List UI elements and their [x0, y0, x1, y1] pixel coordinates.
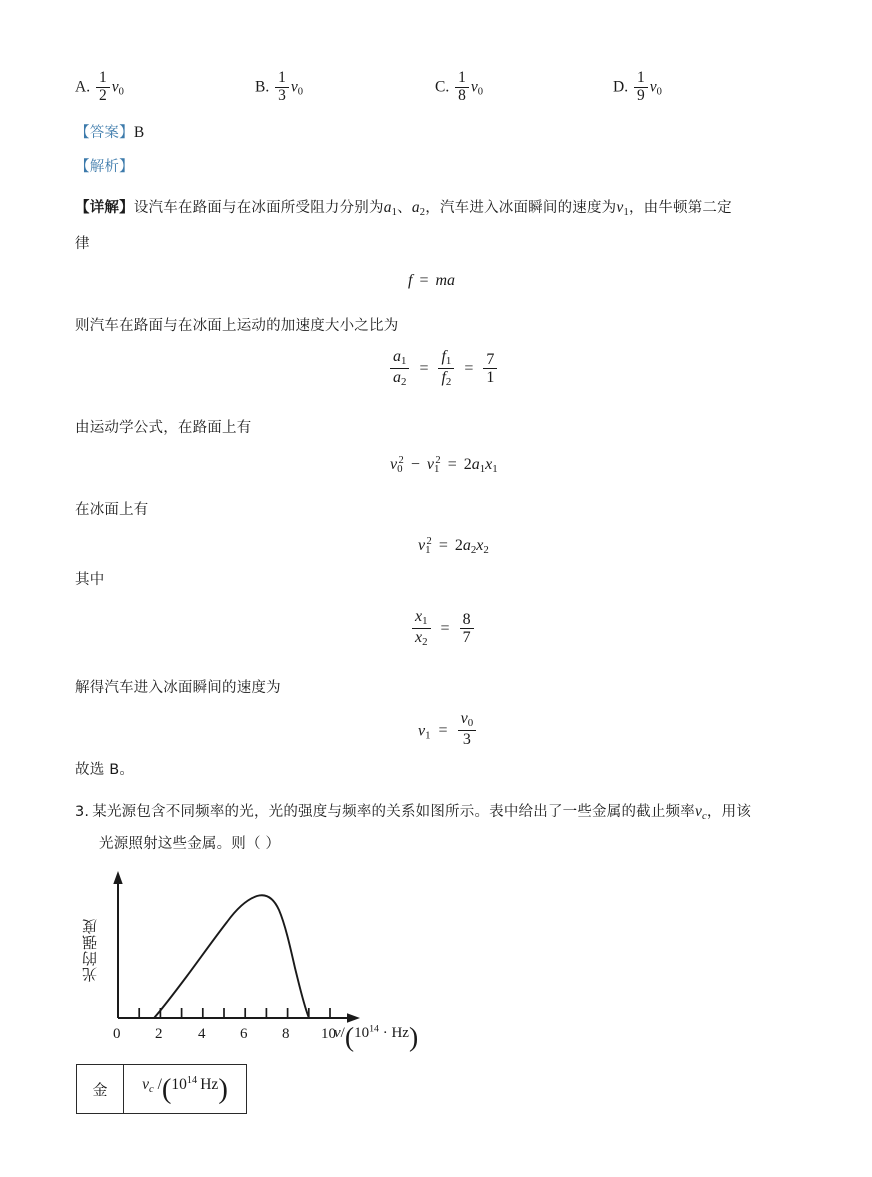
option-b-denominator: 3 [278, 86, 286, 104]
f-num-sub: 1 [445, 355, 452, 368]
eq-2: = [464, 360, 474, 378]
table-header-nu-c: $\nu_c$ $/(10^{14}$ Hz) [124, 1065, 247, 1114]
question3-text-1: 某光源包含不同频率的光，光的强度与频率的关系如图所示。表中给出了一些金属的截止频率 [92, 804, 695, 820]
x-tick-label-2: 2 [155, 1026, 163, 1042]
v1-sub: 1 [425, 729, 431, 742]
x-den-sub: 2 [422, 635, 428, 648]
option-d-variable: v [649, 78, 657, 96]
solution-line-3: 则汽车在路面与在冰面上运动的加速度大小之比为 [75, 318, 399, 334]
option-a-label: A. [75, 78, 91, 96]
answer-tag: 【答案】 [75, 125, 134, 141]
solution-line-7: 解得汽车进入冰面瞬间的速度为 [75, 680, 281, 696]
question3-text-1-end: ，用该 [706, 804, 752, 820]
option-a-fraction [96, 70, 110, 104]
option-a-numerator: 1 [96, 70, 110, 88]
option-c-variable: v [470, 78, 478, 96]
x-tick-label-10: 10 [321, 1026, 336, 1042]
chart-y-axis-label: 光的强度 [81, 918, 99, 982]
v0-symbol: v [460, 710, 468, 727]
option-d[interactable] [613, 70, 662, 104]
f-num: f [441, 348, 446, 365]
ratio-num: 7 [483, 351, 497, 369]
option-b-numerator: 1 [275, 70, 289, 88]
option-d-numerator: 1 [634, 70, 648, 88]
solution-line-4: 由运动学公式，在路面上有 [75, 420, 252, 436]
x-ratio-num: 8 [460, 611, 474, 629]
solution-text-1c: ，汽车进入冰面瞬间的速度为 [425, 200, 617, 216]
option-b-label: B. [255, 78, 270, 96]
f-den: f [441, 368, 446, 386]
formula-f: f [408, 272, 413, 289]
fraction-a1-a2 [390, 348, 409, 389]
a-num-sub: 1 [401, 355, 407, 368]
formula-newton-second-law [408, 272, 455, 290]
a-den: a [393, 368, 401, 386]
option-b-variable-sub: 0 [297, 86, 303, 98]
ratio-den: 1 [486, 368, 495, 386]
solution-text-1d: ，由牛顿第二定 [628, 200, 732, 216]
formula-road-kinematics: $v0^2 - v1^2 = 2a1x1$ [390, 455, 498, 475]
option-b-variable: v [290, 78, 298, 96]
question3-number: 3. [75, 804, 90, 820]
intensity-curve [154, 895, 309, 1018]
x-tick-label-4: 4 [198, 1026, 206, 1042]
v1-symbol: v [418, 722, 426, 740]
answer-value: B [133, 124, 145, 141]
table-header-metal: 金 [77, 1065, 124, 1114]
option-b[interactable] [255, 70, 303, 104]
chart-x-axis-label: $\nu/(10^{14} \cdot Hz)$ [334, 1022, 419, 1053]
formula-ice-kinematics: $v1^2 = 2a2x2$ [418, 536, 489, 556]
v1-denominator: 3 [462, 730, 471, 748]
table-nu-symbol: ν [142, 1075, 149, 1093]
x-tick-label-0: 0 [113, 1026, 121, 1042]
solution-line-2: 律 [75, 236, 90, 252]
solution-line-8: 故选 B。 [75, 762, 135, 778]
x-axis-ticks [139, 1008, 330, 1018]
solution-text-1a: 设汽车在路面与在冰面所受阻力分别为 [133, 200, 384, 216]
x-tick-label-8: 8 [282, 1026, 290, 1042]
option-d-denominator: 9 [636, 86, 645, 104]
option-c[interactable] [435, 70, 483, 104]
x-tick-label-6: 6 [240, 1026, 248, 1042]
metal-cutoff-frequency-table [76, 1064, 247, 1114]
option-c-fraction [455, 70, 469, 104]
analysis-line [75, 155, 134, 179]
solution-line-5: 在冰面上有 [75, 502, 149, 518]
detail-tag: 【详解】 [75, 200, 134, 216]
question3-line-1 [75, 800, 751, 825]
option-d-fraction [634, 70, 648, 104]
x-ratio-den: 7 [462, 628, 471, 646]
fraction-x1-x2 [412, 608, 431, 649]
option-a-variable-sub: 0 [118, 86, 124, 98]
formula-distance-ratio [410, 608, 476, 649]
nu-c-symbol: ν [694, 803, 703, 820]
option-a-variable: v [111, 78, 119, 96]
f-den-sub: 2 [445, 375, 452, 388]
table-header-row [77, 1065, 247, 1114]
eq-4: = [438, 722, 448, 740]
nu-c-subscript: c [702, 810, 707, 822]
table-nu-subscript: c [149, 1083, 154, 1095]
a-den-sub: 2 [401, 375, 407, 388]
option-c-label: C. [435, 78, 450, 96]
a-num: a [393, 348, 401, 365]
option-a[interactable] [75, 70, 124, 104]
solution-line-6: 其中 [75, 572, 105, 588]
option-c-numerator: 1 [455, 70, 469, 88]
formula-v1-result [418, 710, 478, 748]
answer-line [75, 121, 144, 145]
formula-equals: = [419, 272, 429, 289]
x-num: x [415, 608, 423, 625]
solution-line-1: 【详解】设汽车在路面与在冰面所受阻力分别为a1、a2，汽车进入冰面瞬间的速度为v1，由牛顿第二定 [75, 199, 732, 218]
option-c-variable-sub: 0 [477, 86, 483, 98]
question3-line-2: 光源照射这些金属。则（ ） [99, 836, 281, 852]
fraction-f1-f2 [438, 348, 454, 389]
x-den: x [415, 628, 423, 646]
fraction-v0-3 [458, 710, 477, 748]
option-c-denominator: 8 [458, 86, 466, 104]
formula-ma: ma [435, 272, 456, 289]
option-d-variable-sub: 0 [656, 86, 662, 98]
option-a-denominator: 2 [98, 86, 107, 104]
option-b-fraction [275, 70, 289, 104]
option-d-label: D. [613, 78, 629, 96]
fraction-8-7 [460, 611, 474, 647]
x-num-sub: 1 [422, 615, 428, 628]
solution-text-1b: 、 [397, 200, 412, 216]
y-axis-arrow [113, 871, 122, 884]
v0-sub: 0 [467, 717, 474, 730]
fraction-7-1 [483, 351, 497, 387]
eq-1: = [419, 360, 429, 378]
formula-acceleration-ratio [388, 348, 499, 389]
analysis-tag: 【解析】 [75, 159, 134, 175]
eq-3: = [440, 620, 450, 638]
